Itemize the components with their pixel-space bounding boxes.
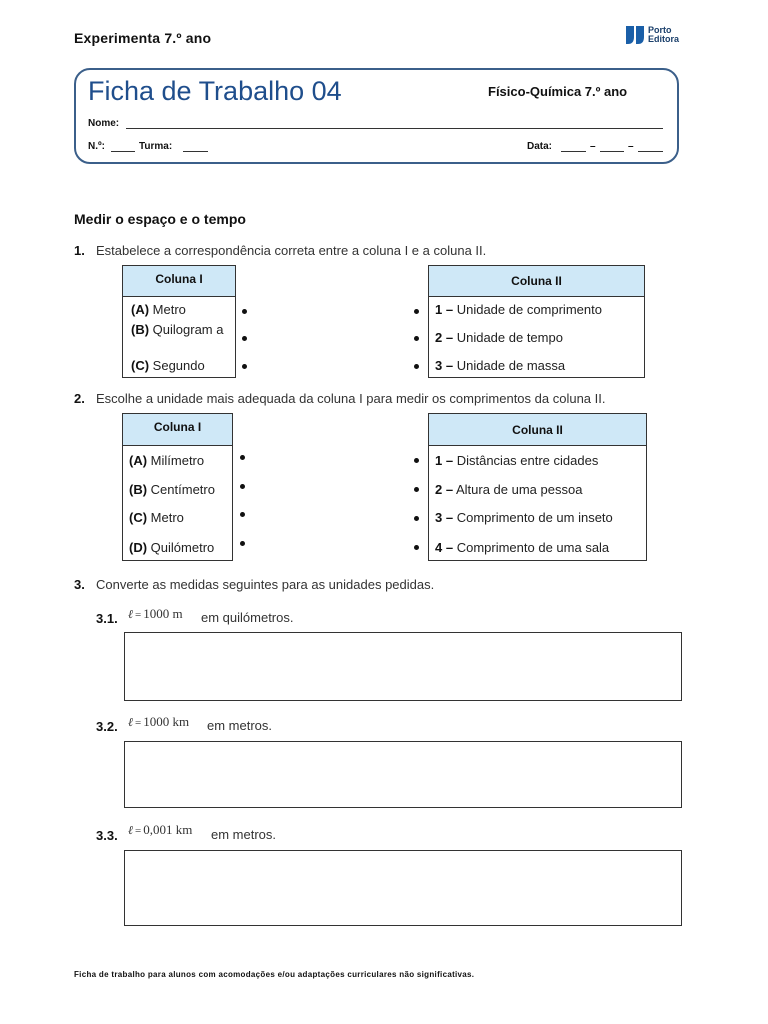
measure-formula: ℓ = 1000 km (128, 714, 190, 729)
subquestion-text: em quilómetros. (201, 610, 294, 625)
date-year-line[interactable] (638, 151, 663, 152)
porto-editora-icon (626, 26, 646, 44)
subquestion-text: em metros. (211, 827, 277, 842)
column-i-item: (D) Quilómetro (129, 540, 215, 555)
match-dot-left[interactable] (242, 336, 247, 341)
column-ii-item: 1 – Unidade de comprimento (435, 302, 602, 317)
match-dot-right[interactable] (414, 487, 419, 492)
column-ii-item: 4 – Comprimento de uma sala (435, 540, 610, 555)
turma-label: Turma: (139, 141, 173, 152)
column-i-header: Coluna I (122, 265, 236, 297)
answer-box[interactable] (124, 632, 682, 701)
publisher-logo (626, 26, 679, 44)
subject-label: Físico-Química 7.º ano (488, 84, 628, 99)
column-i-item: (C) Metro (129, 510, 184, 525)
match-dot-left[interactable] (242, 309, 247, 314)
answer-box[interactable] (124, 850, 682, 926)
date-day-line[interactable] (561, 151, 586, 152)
match-dot-right[interactable] (414, 545, 419, 550)
subquestion-number: 3.1. (96, 611, 118, 626)
question-number: 1. (74, 243, 85, 258)
match-dot-right[interactable] (414, 458, 419, 463)
publisher-line2: Editora (648, 34, 680, 44)
match-dot-left[interactable] (242, 364, 247, 369)
question-number: 3. (74, 577, 85, 592)
match-dot-left[interactable] (240, 455, 245, 460)
ficha-title: Ficha de Trabalho 04 (88, 76, 342, 106)
numero-label: N.º: (88, 141, 105, 152)
numero-line[interactable] (111, 151, 135, 152)
publisher-line1: Porto (648, 25, 672, 35)
column-ii-item: 2 – Unidade de tempo (435, 330, 563, 345)
answer-box[interactable] (124, 741, 682, 808)
subquestion-text: em metros. (207, 718, 273, 733)
column-i-item: (B) Centímetro (129, 482, 215, 497)
nome-label: Nome: (88, 118, 120, 129)
question-text: Converte as medidas seguintes para as unidades pedidas. (96, 577, 435, 592)
measure-formula: ℓ = 0,001 km (128, 822, 193, 837)
match-dot-right[interactable] (414, 336, 419, 341)
nome-line[interactable] (126, 128, 663, 129)
subquestion-number: 3.3. (96, 828, 118, 843)
match-dot-right[interactable] (414, 309, 419, 314)
match-dot-left[interactable] (240, 484, 245, 489)
footer-note: Ficha de trabalho para alunos com acomodações e/ou adaptações curriculares não significativas. (74, 970, 475, 979)
match-dot-left[interactable] (240, 541, 245, 546)
section-title: Medir o espaço e o tempo (74, 211, 246, 227)
column-i-item: (C) Segundo (131, 358, 205, 373)
subquestion-number: 3.2. (96, 719, 118, 734)
question-number: 2. (74, 391, 85, 406)
column-ii-item: 1 – Distâncias entre cidades (435, 453, 599, 468)
match-dot-right[interactable] (414, 516, 419, 521)
column-i-item: (A) Metro (131, 302, 186, 317)
match-dot-right[interactable] (414, 364, 419, 369)
question-text: Escolhe a unidade mais adequada da coluna I para medir os comprimentos da coluna II. (96, 391, 606, 406)
column-ii-header: Coluna II (428, 265, 645, 297)
column-i-item: (A) Milímetro (129, 453, 205, 468)
date-month-line[interactable] (600, 151, 624, 152)
date-separator: – (628, 141, 634, 152)
turma-line[interactable] (183, 151, 208, 152)
column-i-header: Coluna I (122, 413, 233, 446)
series-title: Experimenta 7.º ano (74, 30, 212, 46)
column-i-item: (B) Quilogram a (131, 322, 224, 337)
column-ii-item: 2 – Altura de uma pessoa (435, 482, 583, 497)
measure-formula: ℓ = 1000 m (128, 606, 183, 621)
data-label: Data: (527, 141, 553, 152)
question-text: Estabelece a correspondência correta entre a coluna I e a coluna II. (96, 243, 487, 258)
column-ii-item: 3 – Comprimento de um inseto (435, 510, 613, 525)
date-separator: – (590, 141, 596, 152)
column-ii-item: 3 – Unidade de massa (435, 358, 566, 373)
match-dot-left[interactable] (240, 512, 245, 517)
column-ii-header: Coluna II (428, 413, 647, 446)
